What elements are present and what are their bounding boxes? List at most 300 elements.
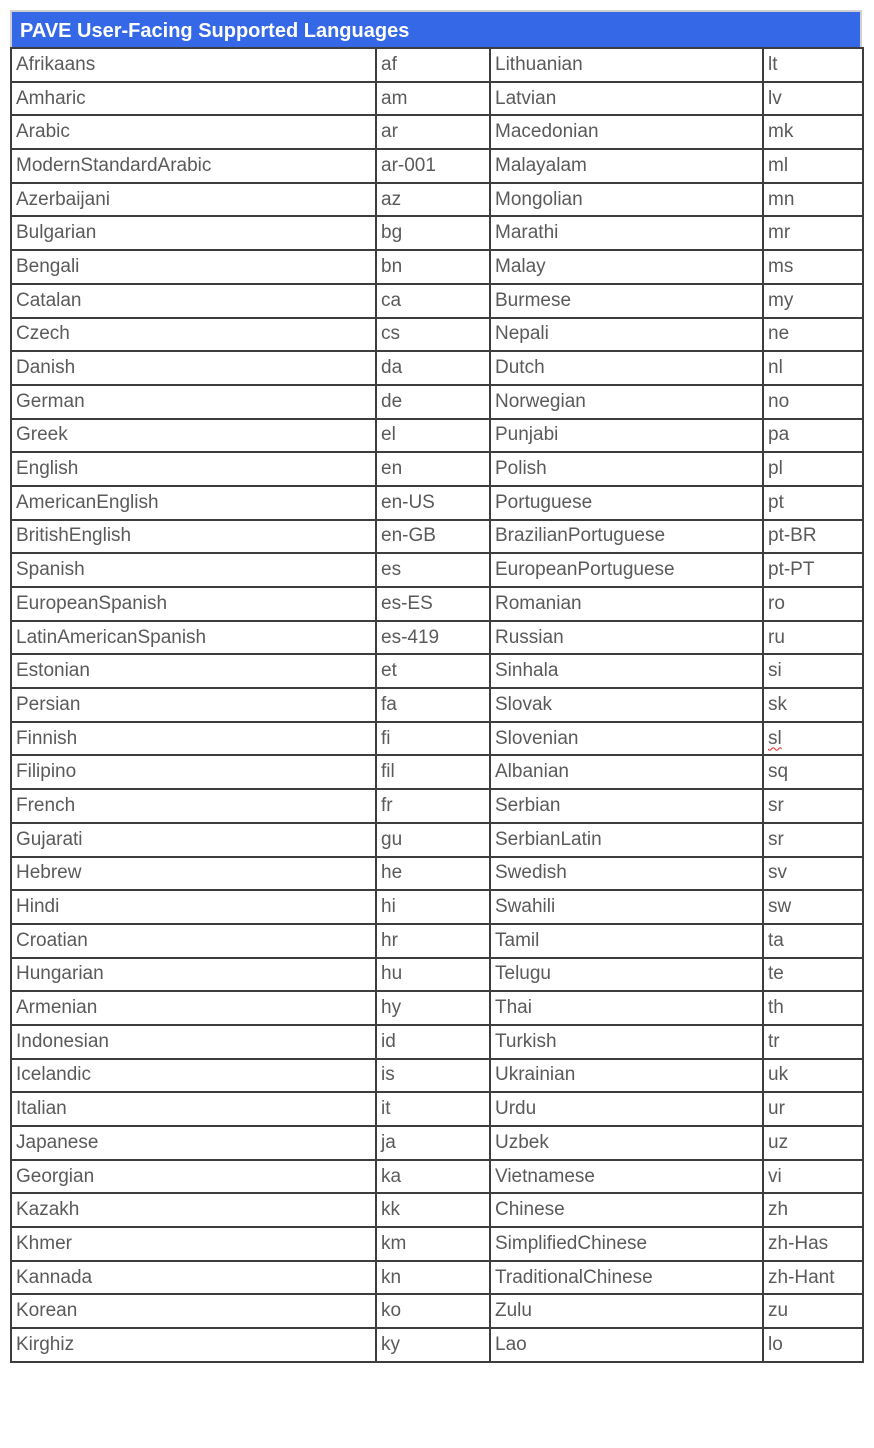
language-code-text: ro [768,592,785,614]
languages-table [10,47,864,1363]
language-code-cell [376,991,490,1025]
language-code-text: uk [768,1064,789,1086]
language-code-cell [376,722,490,756]
table-row [11,924,863,958]
language-name-cell [11,553,376,587]
table-row [11,452,863,486]
language-code-text: sk [768,693,787,715]
language-code-text: lt [768,53,778,75]
language-name-text: English [16,458,79,480]
language-code-text: it [381,1098,391,1120]
language-code-text: tr [768,1030,780,1052]
language-name-text: Dutch [495,357,545,379]
language-name-cell [490,789,763,823]
language-name-text: Hungarian [16,963,104,985]
language-code-cell [376,587,490,621]
language-name-cell [11,621,376,655]
language-code-text: en-GB [381,525,436,547]
language-name-cell [490,553,763,587]
language-code-cell [763,284,863,318]
table-row [11,486,863,520]
table-row [11,115,863,149]
language-name-cell [490,857,763,891]
table-row [11,857,863,891]
language-name-cell [11,587,376,621]
language-name-cell [11,1227,376,1261]
language-code-cell [376,1328,490,1362]
language-code-text: fr [381,794,393,816]
table-row [11,1294,863,1328]
language-code-text: bn [381,255,403,277]
language-code-text: sr [768,828,784,850]
language-name-cell [490,1227,763,1261]
language-code-cell [376,385,490,419]
table-row [11,1261,863,1295]
language-name-cell [11,1092,376,1126]
language-code-cell [763,958,863,992]
language-code-text: vi [768,1165,782,1187]
language-code-text: uz [768,1131,789,1153]
language-name-cell [490,1160,763,1194]
table-row [11,284,863,318]
language-code-cell [376,419,490,453]
languages-table-container [10,10,862,1363]
language-code-text: ky [381,1333,400,1355]
language-code-cell [763,1193,863,1227]
language-code-text: si [768,660,782,682]
language-code-text: ja [381,1131,396,1153]
language-name-cell [490,1193,763,1227]
language-name-text: Tamil [495,929,540,951]
table-row [11,419,863,453]
language-name-text: Afrikaans [16,53,96,75]
language-name-cell [11,486,376,520]
language-name-text: Lithuanian [495,53,583,75]
language-name-cell [11,991,376,1025]
language-code-text: nl [768,357,783,379]
language-code-text: ru [768,626,785,648]
language-name-text: Armenian [16,997,98,1019]
language-name-text: Azerbaijani [16,188,110,210]
language-code-text: hu [381,963,403,985]
language-code-cell [376,452,490,486]
language-code-text: ko [381,1300,402,1322]
language-name-text: Catalan [16,289,82,311]
language-name-text: Urdu [495,1098,537,1120]
language-code-text: ar-001 [381,154,436,176]
language-name-cell [11,48,376,82]
table-row [11,688,863,722]
language-code-text: zh [768,1199,789,1221]
table-row [11,216,863,250]
language-name-cell [11,520,376,554]
language-name-cell [11,1025,376,1059]
language-code-cell [763,991,863,1025]
language-name-text: EuropeanSpanish [16,592,168,614]
table-row [11,722,863,756]
language-name-cell [11,1160,376,1194]
language-code-cell [763,1261,863,1295]
language-name-text: Macedonian [495,121,599,143]
language-code-cell [376,1261,490,1295]
language-code-text: km [381,1232,407,1254]
language-name-cell [11,890,376,924]
language-name-text: ModernStandardArabic [16,154,212,176]
language-code-text: sq [768,761,789,783]
language-name-text: Thai [495,997,532,1019]
table-row [11,1092,863,1126]
language-name-text: BrazilianPortuguese [495,525,666,547]
language-name-cell [11,82,376,116]
language-name-text: EuropeanPortuguese [495,559,675,581]
language-name-text: Zulu [495,1300,532,1322]
table-row [11,149,863,183]
language-name-cell [490,688,763,722]
language-code-text: zh-Hant [768,1266,835,1288]
language-name-text: BritishEnglish [16,525,132,547]
language-name-text: Italian [16,1098,67,1120]
language-name-cell [490,115,763,149]
language-code-cell [763,486,863,520]
language-name-text: Vietnamese [495,1165,595,1187]
language-name-text: Malayalam [495,154,587,176]
language-name-cell [490,183,763,217]
language-code-cell [376,82,490,116]
language-code-text: is [381,1064,395,1086]
table-row [11,1328,863,1362]
table-row [11,654,863,688]
language-code-cell [376,48,490,82]
language-name-cell [490,924,763,958]
language-name-cell [11,722,376,756]
language-name-cell [490,587,763,621]
language-code-cell [376,149,490,183]
table-row [11,183,863,217]
language-code-cell [376,1227,490,1261]
language-name-cell [490,890,763,924]
language-name-text: Arabic [16,121,70,143]
language-code-cell [376,823,490,857]
language-code-cell [763,520,863,554]
misspelled-code-text: sl [768,727,782,749]
language-code-cell [376,520,490,554]
language-code-text: te [768,963,784,985]
language-code-text: pt [768,491,784,513]
language-code-text: he [381,862,403,884]
language-name-cell [11,318,376,352]
table-row [11,351,863,385]
language-name-text: SerbianLatin [495,828,602,850]
language-code-cell [763,857,863,891]
table-row [11,1059,863,1093]
language-code-cell [376,1193,490,1227]
language-name-text: French [16,794,76,816]
table-row [11,958,863,992]
language-code-text: es-ES [381,592,433,614]
table-row [11,789,863,823]
language-name-text: Swedish [495,862,567,884]
language-name-cell [11,284,376,318]
language-code-text: pt-BR [768,525,817,547]
language-code-cell [376,216,490,250]
language-name-cell [11,688,376,722]
language-code-cell [763,385,863,419]
language-name-cell [11,823,376,857]
language-code-text: bg [381,222,403,244]
language-code-cell [376,553,490,587]
language-name-cell [490,755,763,789]
language-name-text: Japanese [16,1131,99,1153]
language-code-text: sv [768,862,787,884]
language-code-cell [376,654,490,688]
language-name-text: Romanian [495,592,582,614]
language-name-text: Swahili [495,896,556,918]
language-code-cell [763,553,863,587]
language-code-cell [376,284,490,318]
language-code-text: en-US [381,491,435,513]
table-row [11,520,863,554]
language-name-cell [11,385,376,419]
language-name-cell [11,351,376,385]
language-code-text: my [768,289,794,311]
table-row [11,1227,863,1261]
language-name-text: Portuguese [495,491,593,513]
language-name-text: Icelandic [16,1064,91,1086]
language-name-cell [11,452,376,486]
language-name-text: Kirghiz [16,1333,75,1355]
language-code-text: cs [381,323,400,345]
language-name-text: Lao [495,1333,527,1355]
language-code-text: th [768,997,784,1019]
language-name-text: Hebrew [16,862,82,884]
language-name-text: Burmese [495,289,572,311]
language-name-cell [490,284,763,318]
language-code-cell [763,452,863,486]
language-name-text: Chinese [495,1199,565,1221]
language-code-text: es [381,559,402,581]
language-code-text: ar [381,121,398,143]
language-code-text: pl [768,458,783,480]
language-name-text: Indonesian [16,1030,109,1052]
language-code-cell [763,1227,863,1261]
language-name-text: Uzbek [495,1131,549,1153]
language-name-text: Czech [16,323,70,345]
language-code-text: ms [768,255,794,277]
language-name-text: Khmer [16,1232,72,1254]
language-code-cell [376,250,490,284]
language-code-text: lo [768,1333,783,1355]
language-code-cell [376,857,490,891]
language-code-cell [763,318,863,352]
language-name-cell [11,149,376,183]
language-code-cell [763,149,863,183]
table-row [11,82,863,116]
language-name-text: Sinhala [495,660,559,682]
language-code-text: kn [381,1266,402,1288]
language-code-cell [763,755,863,789]
table-title: PAVE User-Facing Supported Languages [10,10,862,47]
language-code-cell [763,654,863,688]
language-code-text: mn [768,188,795,210]
language-code-cell [376,924,490,958]
language-name-text: Kazakh [16,1199,80,1221]
language-name-text: Albanian [495,761,569,783]
language-name-text: Greek [16,424,68,446]
language-code-cell [376,621,490,655]
language-code-cell [763,722,863,756]
language-code-cell [763,789,863,823]
language-name-cell [490,452,763,486]
language-code-text: de [381,390,403,412]
language-code-cell [763,621,863,655]
language-code-text: zh-Has [768,1232,829,1254]
language-code-cell [763,216,863,250]
language-name-cell [490,216,763,250]
language-code-text: pt-PT [768,559,815,581]
table-row [11,318,863,352]
table-row [11,823,863,857]
table-row [11,385,863,419]
table-body [11,48,863,1362]
language-code-cell [763,1025,863,1059]
language-name-cell [490,250,763,284]
language-code-text: da [381,357,403,379]
language-name-text: Filipino [16,761,77,783]
language-name-text: Marathi [495,222,559,244]
language-name-cell [490,1092,763,1126]
language-code-cell [376,183,490,217]
language-code-text: mr [768,222,791,244]
table-row [11,890,863,924]
language-name-cell [490,48,763,82]
language-name-cell [490,823,763,857]
language-code-text: lv [768,87,782,109]
language-code-cell [376,318,490,352]
table-row [11,48,863,82]
language-code-cell [376,1092,490,1126]
language-name-cell [490,82,763,116]
language-name-text: Bengali [16,255,80,277]
language-name-cell [11,857,376,891]
language-name-text: Slovak [495,693,553,715]
language-code-text: az [381,188,402,210]
language-name-text: Mongolian [495,188,583,210]
language-name-text: German [16,390,85,412]
language-code-text: sr [768,794,784,816]
language-code-text: el [381,424,396,446]
language-name-text: TraditionalChinese [495,1266,653,1288]
language-code-text: ur [768,1098,785,1120]
language-name-cell [11,115,376,149]
language-name-cell [11,789,376,823]
table-row [11,587,863,621]
language-name-cell [11,1126,376,1160]
language-name-text: Spanish [16,559,85,581]
language-name-cell [11,1193,376,1227]
language-code-cell [763,1059,863,1093]
language-code-text: af [381,53,397,75]
table-row [11,991,863,1025]
language-name-cell [490,1059,763,1093]
language-name-cell [11,1328,376,1362]
language-name-text: Gujarati [16,828,83,850]
language-name-cell [11,419,376,453]
language-code-cell [763,115,863,149]
table-row [11,621,863,655]
language-name-cell [11,183,376,217]
table-row [11,1193,863,1227]
language-code-cell [763,183,863,217]
language-name-cell [11,250,376,284]
language-name-text: Danish [16,357,76,379]
language-name-text: SimplifiedChinese [495,1232,648,1254]
language-code-cell [763,890,863,924]
language-name-cell [490,1261,763,1295]
table-row [11,553,863,587]
language-code-cell [376,958,490,992]
language-name-cell [11,1059,376,1093]
language-name-text: Estonian [16,660,90,682]
language-code-text: sw [768,896,792,918]
language-code-cell [376,789,490,823]
language-name-text: Norwegian [495,390,586,412]
language-name-text: Slovenian [495,727,579,749]
language-name-cell [490,958,763,992]
language-code-text: hi [381,896,396,918]
language-name-text: Bulgarian [16,222,97,244]
language-code-text: fil [381,761,395,783]
language-name-cell [490,351,763,385]
language-code-text: zu [768,1300,789,1322]
language-code-cell [376,688,490,722]
language-code-text: ne [768,323,790,345]
language-name-text: Punjabi [495,424,559,446]
table-row [11,250,863,284]
language-code-text: ta [768,929,784,951]
language-name-text: Serbian [495,794,561,816]
table-row [11,755,863,789]
language-name-cell [490,1294,763,1328]
language-name-cell [11,755,376,789]
language-code-cell [763,1294,863,1328]
language-name-cell [490,149,763,183]
language-code-cell [376,1059,490,1093]
language-name-cell [490,385,763,419]
language-name-cell [11,1294,376,1328]
language-code-text: ka [381,1165,402,1187]
language-code-cell [376,890,490,924]
language-code-cell [763,587,863,621]
language-code-cell [376,351,490,385]
language-code-text: fa [381,693,397,715]
language-code-text: am [381,87,408,109]
language-name-cell [11,924,376,958]
language-name-text: AmericanEnglish [16,491,159,513]
language-name-text: Korean [16,1300,78,1322]
language-code-text: hy [381,997,402,1019]
language-code-text: fi [381,727,391,749]
language-code-cell [763,924,863,958]
language-name-cell [490,1126,763,1160]
language-code-cell [376,1160,490,1194]
language-name-text: Amharic [16,87,86,109]
language-name-cell [490,1328,763,1362]
language-code-cell [763,351,863,385]
language-name-cell [11,1261,376,1295]
language-name-text: Persian [16,693,81,715]
table-row [11,1025,863,1059]
language-code-cell [376,755,490,789]
